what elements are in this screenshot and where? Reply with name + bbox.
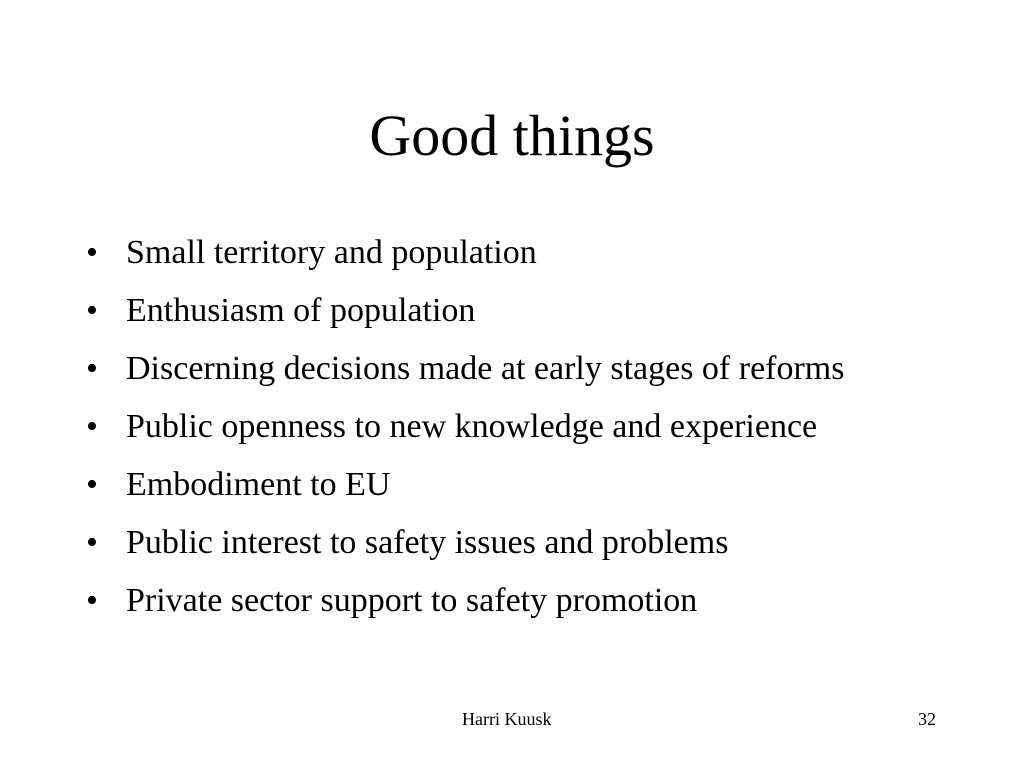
bullet-list — [86, 230, 966, 636]
bullet-text: Discerning decisions made at early stages of reforms — [126, 350, 845, 387]
bullet-item — [86, 462, 966, 508]
bullet-text: Embodiment to EU — [126, 466, 391, 503]
bullet-icon: • — [86, 582, 98, 619]
bullet-icon: • — [86, 292, 98, 329]
bullet-text: Private sector support to safety promotion — [126, 582, 698, 619]
bullet-text: Public openness to new knowledge and experience — [126, 408, 818, 445]
bullet-text: Enthusiasm of population — [126, 292, 476, 329]
page-number: 32 — [918, 709, 936, 729]
bullet-item — [86, 230, 966, 276]
bullet-icon: • — [86, 350, 98, 387]
bullet-item — [86, 288, 966, 334]
bullet-item — [86, 404, 966, 450]
bullet-item — [86, 520, 966, 566]
bullet-text: Public interest to safety issues and problems — [126, 524, 729, 561]
bullet-item — [86, 346, 966, 392]
bullet-icon: • — [86, 524, 98, 561]
bullet-icon: • — [86, 408, 98, 445]
bullet-icon: • — [86, 466, 98, 503]
footer-author: Harri Kuusk — [462, 709, 552, 729]
bullet-item — [86, 578, 966, 624]
bullet-icon: • — [86, 234, 98, 271]
bullet-text: Small territory and population — [126, 234, 537, 271]
slide-title: Good things — [369, 103, 655, 168]
